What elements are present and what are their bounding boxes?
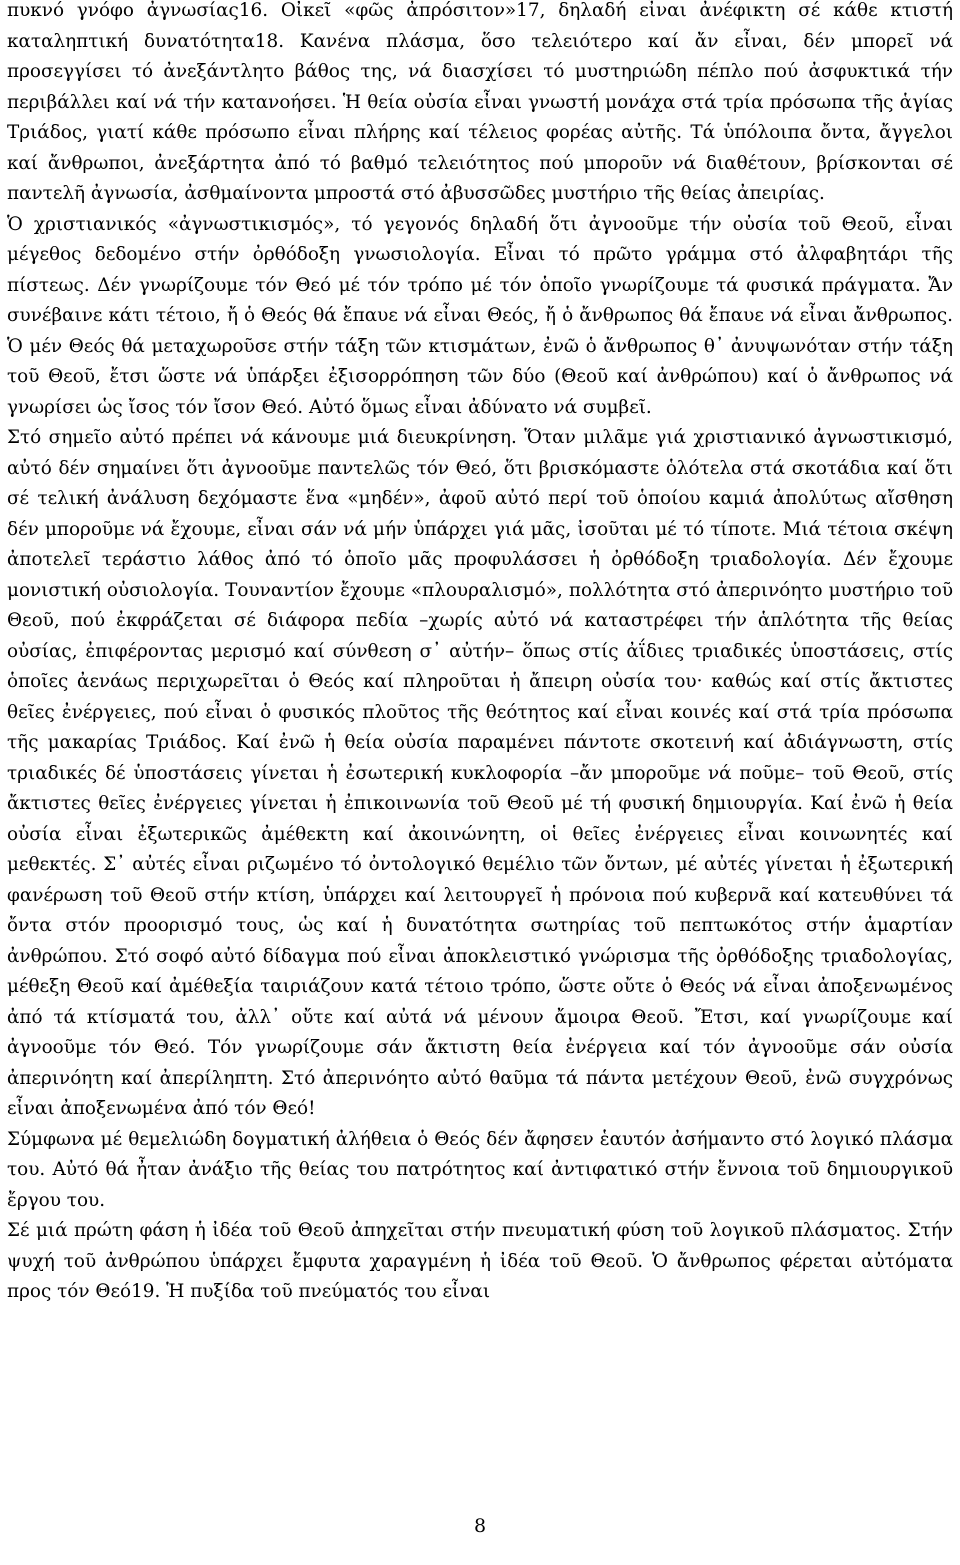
document-body — [7, 0, 953, 1308]
paragraph: Σέ μιά πρώτη φάση ἡ ἰδέα τοῦ Θεοῦ ἀπηχεῖται στήν πνευματική φύση τοῦ λογικοῦ πλάσματος. Στήν ψυχή τοῦ ἀνθρώπου ὑπάρχει ἔμφυτα χαραγμένη ἡ ἰδέα τοῦ Θεοῦ. Ὁ ἄνθρωπος φέρεται αὐτόματα προς τόν Θεό19. Ἡ πυξίδα τοῦ πνεύματός του εἶναι — [7, 1220, 953, 1302]
page-number: 8 — [473, 1515, 487, 1537]
paragraph: Στό σημεῖο αὐτό πρέπει νά κάνουμε μιά διευκρίνηση. Ὅταν μιλᾶμε γιά χριστιανικό ἀγνωστικισμό, αὐτό δέν σημαίνει ὅτι ἀγνοοῦμε παντελῶς τόν Θεό, ὅτι βρισκόμαστε ὁλότελα στά σκοτάδια καί ὅτι σέ τελική ἀνάλυση δεχόμαστε ἕνα «μηδέν», ἀφοῦ αὐτό περί τοῦ ὁποίου καμιά ἀπολύτως αἴσθηση δέν μποροῦμε νά ἔχουμε, εἶναι σάν νά μήν ὑπάρχει γιά μᾶς, ἰσοῦται μέ τό τίποτε. Μιά τέτοια σκέψη ἀποτελεῖ τεράστιο λάθος ἀπό τό ὁποῖο μᾶς προφυλάσσει ἡ ὀρθόδοξη τριαδολογία. Δέν ἔχουμε μονιστική οὐσιολογία. Τουναντίον ἔχουμε «πλουραλισμό», πολλότητα στό ἀπερινόητο μυστήριο τοῦ Θεοῦ, πού ἐκφράζεται σέ διάφορα πεδία –χωρίς αὐτό νά καταστρέφει τήν ἁπλότητα τῆς θείας οὐσίας, ἐπιφέροντας μερισμό καί σύνθεση σ᾽ αὐτήν– ὅπως στίς ἀΐδιες τριαδικές ὑποστάσεις, στίς ὁποῖες ἀενάως περιχωρεῖται ὁ Θεός καί πληροῦται ἡ ἄπειρη οὐσία του· καθώς καί στίς ἄκτιστες θεῖες ἐνέργειες, πού εἶναι ὁ φυσικός πλοῦτος τῆς θεότητος καί εἶναι κοινές καί στά τρία πρόσωπα τῆς μακαρίας Τριάδος. Καί ἐνῶ ἡ θεία οὐσία παραμένει πάντοτε σκοτεινή καί ἀδιάγνωστη, στίς τριαδικές δέ ὑποστάσεις γίνεται ἡ ἐσωτερική κυκλοφορία –ἄν μποροῦμε νά ποῦμε– τοῦ Θεοῦ, στίς ἄκτιστες θεῖες ἐνέργειες γίνεται ἡ ἐπικοινωνία τοῦ Θεοῦ μέ τή φυσική δημιουργία. Καί ἐνῶ ἡ θεία οὐσία εἶναι ἐξωτερικῶς ἀμέθεκτη καί ἀκοινώνητη, οἱ θεῖες ἐνέργειες εἶναι κοινωνητές καί μεθεκτές. Σ᾽ αὐτές εἶναι ριζωμένο τό ὀντολογικό θεμέλιο τῶν ὄντων, μέ αὐτές γίνεται ἡ ἐξωτερική φανέρωση τοῦ Θεοῦ στήν κτίση, ὑπάρχει καί λειτουργεῖ ἡ πρόνοια πού κυβερνᾶ καί κατευθύνει τά ὄντα στόν προορισμό τους, ὡς καί ἡ δυνατότητα σωτηρίας τοῦ πεπτωκότος στήν ἁμαρτίαν ἀνθρώπου. Στό σοφό αὐτό δίδαγμα πού εἶναι ἀποκλειστικό γνώρισμα τῆς ὀρθόδοξης τριαδολογίας, μέθεξη Θεοῦ καί ἀμέθεξία ταιριάζουν κατά τέτοιο τρόπο, ὥστε οὔτε ὁ Θεός νά εἶναι ἀποξενωμένος ἀπό τά κτίσματά του, ἀλλ᾽ οὔτε καί αὐτά νά μένουν ἄμοιρα Θεοῦ. Ἔτσι, καί γνωρίζουμε καί ἀγνοοῦμε τόν Θεό. Τόν γνωρίζουμε σάν ἄκτιστη θεία ἐνέργεια καί τόν ἀγνοοῦμε σάν οὐσία ἀπερινόητη καί ἀπερίληπτη. Στό ἀπερινόητο αὐτό θαῦμα τά πάντα μετέχουν Θεοῦ, ἐνῶ συγχρόνως εἶναι ἀποξενωμένα ἀπό τόν Θεό! — [7, 427, 953, 1119]
paragraph: Ὁ χριστιανικός «ἀγνωστικισμός», τό γεγονός δηλαδή ὅτι ἀγνοοῦμε τήν οὐσία τοῦ Θεοῦ, εἶναι μέγεθος δεδομένο στήν ὀρθόδοξη γνωσιολογία. Εἶναι τό πρῶτο γράμμα στό ἀλφαβητάρι τῆς πίστεως. Δέν γνωρίζουμε τόν Θεό μέ τόν τρόπο μέ τόν ὁποῖο γνωρίζουμε τά φυσικά πράγματα. Ἄν συνέβαινε κάτι τέτοιο, ἤ ὁ Θεός θά ἔπαυε νά εἶναι Θεός, ἤ ὁ ἄνθρωπος θά ἔπαυε νά εἶναι ἄνθρωπος. Ὁ μέν Θεός θά μεταχωροῦσε στήν τάξη τῶν κτισμάτων, ἐνῶ ὁ ἄνθρωπος θ᾽ ἀνυψωνόταν στήν τάξη τοῦ Θεοῦ, ἔτσι ὥστε νά ὑπάρξει ἐξισορρόπηση τῶν δύο (Θεοῦ καί ἀνθρώπου) καί ὁ ἄνθρωπος νά γνωρίσει ὡς ἴσος τόν ἴσον Θεό. Αὐτό ὅμως εἶναι ἀδύνατο νά συμβεῖ. — [7, 213, 953, 418]
paragraph: πυκνό γνόφο ἀγνωσίας16. Οἰκεῖ «φῶς ἀπρόσιτον»17, δηλαδή εἶναι ἀνέφικτη σέ κάθε κτιστή καταληπτική δυνατότητα18. Κανένα πλάσμα, ὅσο τελειότερο καί ἄν εἶναι, δέν μπορεῖ νά προσεγγίσει τό ἀνεξάντλητο βάθος της, νά διασχίσει τό μυστηριώδη πέπλο πού ἀσφυκτικά τήν περιβάλλει καί νά τήν κατανοήσει. Ἡ θεία οὐσία εἶναι γνωστή μονάχα στά τρία πρόσωπα τῆς ἁγίας Τριάδος, γιατί κάθε πρόσωπο εἶναι πλήρης καί τέλειος φορέας αὐτῆς. Τά ὑπόλοιπα ὄντα, ἄγγελοι καί ἄνθρωποι, ἀνεξάρτητα ἀπό τό βαθμό τελειότητος πού μποροῦν νά διαθέτουν, βρίσκονται σέ παντελῆ ἀγνωσία, ἀσθμαίνοντα μπροστά στό ἀβυσσῶδες μυστήριο τῆς θείας ἀπειρίας. — [7, 0, 953, 204]
paragraph: Σύμφωνα μέ θεμελιώδη δογματική ἀλήθεια ὁ Θεός δέν ἄφησεν ἑαυτόν ἀσήμαντο στό λογικό πλάσμα του. Αὐτό θά ἦταν ἀνάξιο τῆς θείας του πατρότητος καί ἀντιφατικό στήν ἔννοια τοῦ δημιουργικοῦ ἔργου του. — [7, 1128, 953, 1211]
